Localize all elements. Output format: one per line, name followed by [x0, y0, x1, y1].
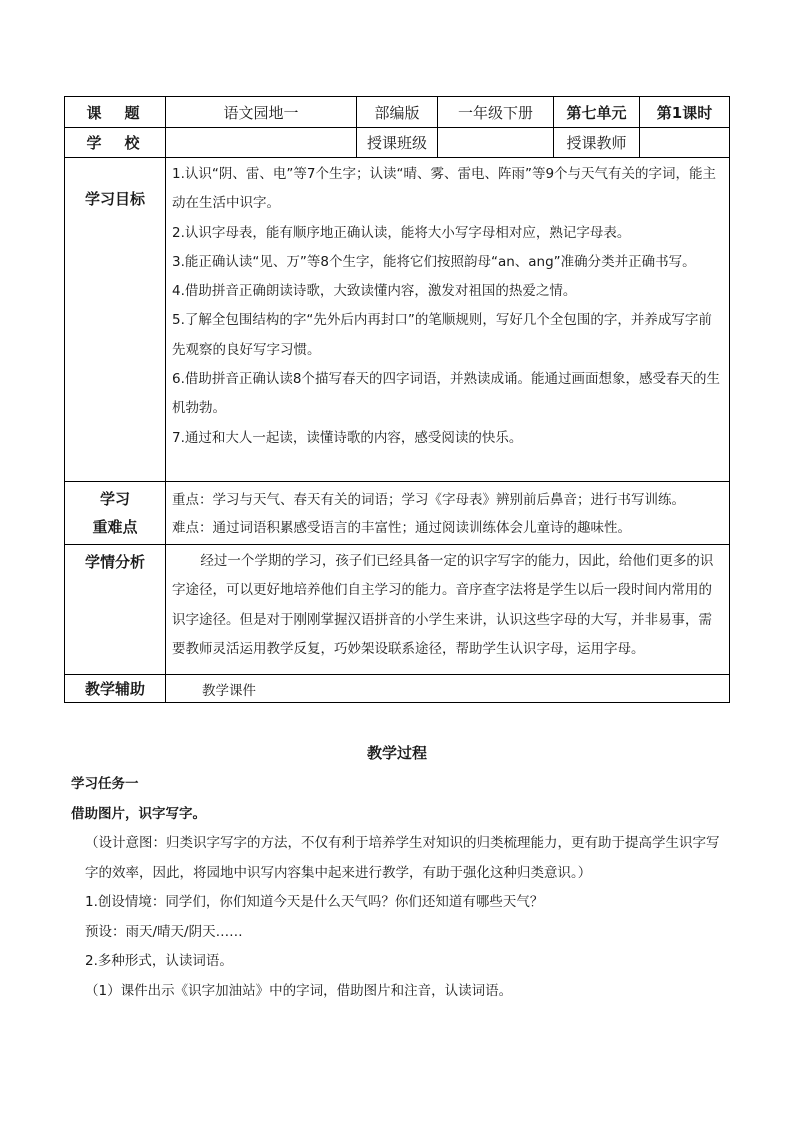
- grade: 一年级下册: [438, 97, 554, 128]
- teacher-label: 授课教师: [554, 128, 640, 158]
- design-intent: （设计意图：归类识字写字的方法，不仅有利于培养学生对知识的归类梳理能力，更有助于提高学生识字写字的效率，因此，将园地中识写内容集中起来进行教学，有助于强化这种归类意识。）: [85, 835, 720, 881]
- difficulty-label-line2: 重难点: [92, 518, 138, 536]
- aux-row: [65, 675, 730, 703]
- objective-item: 7.通过和大人一起读，读懂诗歌的内容，感受阅读的快乐。: [172, 429, 523, 446]
- step-1: 1.创设情境：同学们，你们知道今天是什么天气吗？你们还知道有哪些天气？: [85, 894, 544, 910]
- difficulty-label: [65, 482, 166, 545]
- analysis-label: 学情分析: [65, 545, 166, 675]
- preset: 预设：雨天/晴天/阴天……: [85, 923, 243, 940]
- lesson-plan-table: [64, 96, 730, 703]
- objective-item: 4.借助拼音正确朗读诗歌，大致读懂内容，激发对祖国的热爱之情。: [172, 283, 577, 300]
- objectives-label: 学习目标: [65, 158, 166, 482]
- class-label: 授课班级: [357, 128, 438, 158]
- title-label: 课 题: [65, 97, 166, 128]
- objective-item: 1.认识“阴、雷、电”等7个生字；认读“晴、雾、雷电、阵雨”等9个与天气有关的字词，能主动在生活中识字。: [172, 166, 717, 212]
- teacher-value: [640, 128, 730, 158]
- objective-item: 5.了解全包围结构的字“先外后内再封口”的笔顺规则，写好几个全包围的字，并养成写字前先观察的良好写字习惯。: [172, 312, 712, 358]
- analysis-row: [65, 545, 730, 675]
- process-title: 教学过程: [366, 744, 427, 762]
- class-value: [438, 128, 554, 158]
- header-row: [65, 97, 730, 128]
- step-2: 2.多种形式，认读词语。: [85, 953, 233, 969]
- difficulty-label-line1: 学习: [99, 490, 130, 508]
- task-title: 借助图片，识字写字。: [71, 805, 206, 822]
- period: 第1课时: [640, 97, 730, 128]
- key-points: 重点：学习与天气、春天有关的词语；学习《字母表》辨别前后鼻音；进行书写训练。: [172, 492, 685, 508]
- task-heading: 学习任务一: [71, 776, 139, 792]
- school-label: 学 校: [65, 128, 166, 158]
- objective-item: 3.能正确认读“见、万”等8个生字，能将它们按照韵母“an、ang”准确分类并正确书写。: [172, 253, 696, 270]
- aux-value: 教学课件: [166, 675, 730, 703]
- difficulty-row: [65, 482, 730, 545]
- lesson-name: 语文园地一: [166, 97, 357, 128]
- analysis-content: 经过一个学期的学习，孩子们已经具备一定的识字写字的能力，因此，给他们更多的识字途径，可以更好地培养他们自主学习的能力。音序查字法将是学生以后一段时间内常用的识字途径。但是对于刚刚掌握汉语拼音的小学生来讲，认识这些字母的大写，并非易事，需要教师灵活运用教学反复，巧妙架设联系途径，帮助学生认识字母，运用字母。: [166, 545, 730, 675]
- edition: 部编版: [357, 97, 438, 128]
- school-row: [65, 128, 730, 158]
- objective-item: 2.认识字母表，能有顺序地正确认读，能将大小写字母相对应，熟记字母表。: [172, 224, 631, 241]
- aux-label: 教学辅助: [65, 675, 166, 703]
- difficulty-content: [166, 482, 730, 545]
- process-body: [71, 770, 727, 1006]
- unit: 第七单元: [554, 97, 640, 128]
- hard-points: 难点：通过词语积累感受语言的丰富性；通过阅读训练体会儿童诗的趣味性。: [172, 520, 631, 536]
- objectives-content: [166, 158, 730, 482]
- school-value: [166, 128, 357, 158]
- objective-item: 6.借助拼音正确认读8个描写春天的四字词语，并熟读成诵。能通过画面想象，感受春天的生机勃勃。: [172, 371, 720, 417]
- objectives-row: [65, 158, 730, 482]
- step-2-1: （1）课件出示《识字加油站》中的字词，借助图片和注音，认读词语。: [85, 982, 513, 999]
